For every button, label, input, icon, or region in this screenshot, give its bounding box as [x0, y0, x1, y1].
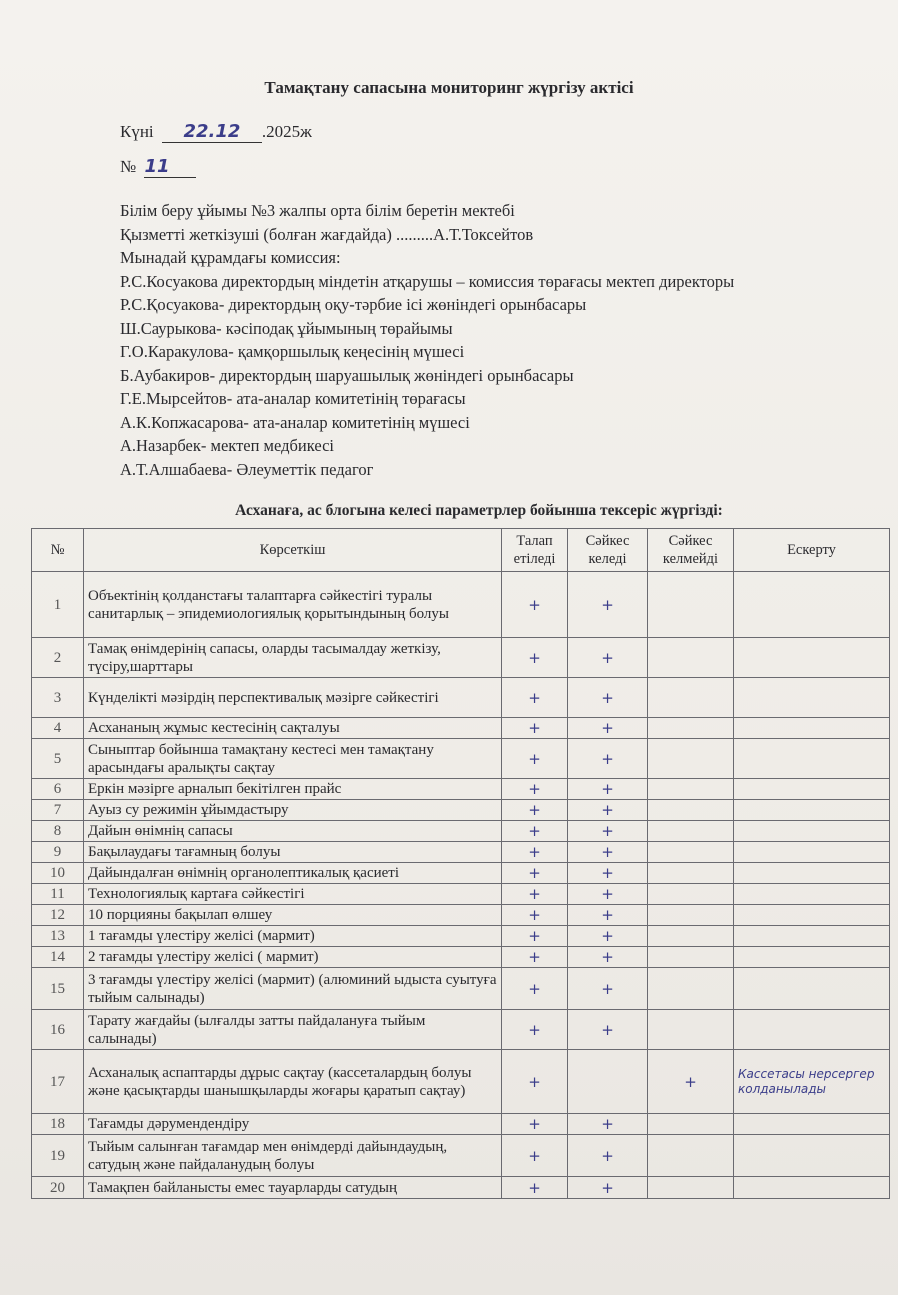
row-note [734, 638, 890, 678]
header-number: № [32, 529, 84, 572]
row-indicator: Асхананың жұмыс кестесінің сақталуы [84, 718, 502, 739]
info-line: А.К.Копжасарова- ата-аналар комитетінің мүшесі [120, 412, 470, 432]
row-number: 18 [32, 1114, 84, 1135]
row-compliant-mark [568, 1050, 648, 1114]
row-number: 19 [32, 1135, 84, 1177]
row-compliant-mark: + [568, 821, 648, 842]
table-row [32, 884, 890, 905]
info-line: Г.О.Каракулова- қамқоршылық кеңесінің мүшесі [120, 342, 465, 361]
row-required-mark: + [502, 905, 568, 926]
row-note [734, 905, 890, 926]
row-note [734, 947, 890, 968]
table-row [32, 678, 890, 718]
number-prefix: № [120, 157, 137, 176]
date-line [120, 121, 312, 143]
number-line [120, 156, 196, 178]
row-compliant-mark: + [568, 842, 648, 863]
row-noncompliant-mark [648, 678, 734, 718]
row-indicator: Күнделікті мәзірдің перспективалық мәзірге сәйкестігі [84, 678, 502, 718]
row-compliant-mark: + [568, 718, 648, 739]
row-indicator: Асханалық аспаптарды дұрыс сақтау (кассеталардың болуы және қасықтарды шанышқыларды жоғары қаратып сақтау) [84, 1050, 502, 1114]
row-number: 3 [32, 678, 84, 718]
row-required-mark: + [502, 1050, 568, 1114]
row-note [734, 1177, 890, 1199]
row-note [734, 1010, 890, 1050]
row-indicator: Тағамды дәрумендендіру [84, 1114, 502, 1135]
row-required-mark: + [502, 947, 568, 968]
info-line: Р.С.Косуакова директордың міндетін атқарушы – комиссия төрағасы мектеп директоры [120, 271, 735, 291]
date-handwritten: 22.12 [162, 121, 262, 143]
row-required-mark: + [502, 718, 568, 739]
header-required: Талап етіледі [502, 529, 568, 572]
row-compliant-mark: + [568, 926, 648, 947]
row-number: 6 [32, 779, 84, 800]
row-indicator: Бақылаудағы тағамның болуы [84, 842, 502, 863]
row-required-mark: + [502, 572, 568, 638]
row-compliant-mark: + [568, 863, 648, 884]
row-required-mark: + [502, 1010, 568, 1050]
row-note [734, 821, 890, 842]
table-row [32, 718, 890, 739]
info-line: А.Т.Алшабаева- Әлеуметтік педагог [120, 459, 374, 479]
row-note [734, 1135, 890, 1177]
row-indicator: 10 порцияны бақылап өлшеу [84, 905, 502, 926]
row-noncompliant-mark [648, 1010, 734, 1050]
number-handwritten: 11 [144, 156, 196, 178]
row-number: 11 [32, 884, 84, 905]
row-number: 20 [32, 1177, 84, 1199]
row-required-mark: + [502, 1177, 568, 1199]
row-number: 16 [32, 1010, 84, 1050]
date-prefix: Күні [120, 122, 154, 141]
row-number: 5 [32, 739, 84, 779]
row-number: 12 [32, 905, 84, 926]
row-noncompliant-mark [648, 638, 734, 678]
row-indicator: Дайын өнімнің сапасы [84, 821, 502, 842]
row-indicator: Дайындалған өнімнің органолептикалық қасиеті [84, 863, 502, 884]
row-noncompliant-mark [648, 1177, 734, 1199]
row-number: 4 [32, 718, 84, 739]
row-noncompliant-mark [648, 842, 734, 863]
row-noncompliant-mark [648, 1114, 734, 1135]
table-row [32, 572, 890, 638]
table-row [32, 821, 890, 842]
header-note: Ескерту [734, 529, 890, 572]
row-note [734, 1114, 890, 1135]
row-number: 7 [32, 800, 84, 821]
table-row [32, 863, 890, 884]
table-row [32, 1050, 890, 1114]
row-noncompliant-mark [648, 905, 734, 926]
info-line: Р.С.Қосуакова- директордың оқу-тәрбие ісі жөніндегі орынбасары [120, 295, 587, 314]
row-compliant-mark: + [568, 1010, 648, 1050]
row-indicator: 3 тағамды үлестіру желісі (мармит) (алюминий ыдыста суытуға тыйым салынады) [84, 968, 502, 1010]
row-indicator: Тарату жағдайы (ылғалды затты пайдалануға тыйым салынады) [84, 1010, 502, 1050]
row-number: 1 [32, 572, 84, 638]
row-number: 8 [32, 821, 84, 842]
row-indicator: 1 тағамды үлестіру желісі (мармит) [84, 926, 502, 947]
row-number: 10 [32, 863, 84, 884]
table-row [32, 638, 890, 678]
row-note [734, 678, 890, 718]
row-indicator: Технологиялық картаға сәйкестігі [84, 884, 502, 905]
row-required-mark: + [502, 926, 568, 947]
row-required-mark: + [502, 863, 568, 884]
row-noncompliant-mark [648, 779, 734, 800]
row-noncompliant-mark [648, 926, 734, 947]
row-indicator: Ауыз су режимін ұйымдастыру [84, 800, 502, 821]
row-noncompliant-mark [648, 572, 734, 638]
info-line: А.Назарбек- мектеп медбикесі [120, 436, 334, 455]
row-indicator: Сыныптар бойынша тамақтану кестесі мен тамақтану арасындағы аралықты сақтау [84, 739, 502, 779]
row-note [734, 926, 890, 947]
row-compliant-mark: + [568, 1114, 648, 1135]
row-note [734, 884, 890, 905]
row-noncompliant-mark [648, 739, 734, 779]
row-indicator: Объектінің қолданстағы талаптарға сәйкестігі туралы санитарлық – эпидемиологиялық қорытындының болуы [84, 572, 502, 638]
row-required-mark: + [502, 821, 568, 842]
info-line: Г.Е.Мырсейтов- ата-аналар комитетінің төрағасы [120, 389, 466, 408]
info-line: Білім беру ұйымы №3 жалпы орта білім беретін мектебі [120, 201, 515, 220]
row-required-mark: + [502, 1114, 568, 1135]
row-compliant-mark: + [568, 947, 648, 968]
header-compliant: Сәйкес келеді [568, 529, 648, 572]
row-note [734, 800, 890, 821]
info-line: Б.Аубакиров- директордың шаруашылық жөніндегі орынбасары [120, 365, 574, 385]
row-number: 13 [32, 926, 84, 947]
info-line: Қызметті жеткізуші (болған жағдайда) .........А.Т.Токсейтов [120, 224, 534, 244]
row-required-mark: + [502, 739, 568, 779]
date-suffix: .2025ж [261, 122, 312, 141]
header-indicator: Көрсеткіш [84, 529, 502, 572]
row-compliant-mark: + [568, 739, 648, 779]
row-noncompliant-mark: + [648, 1050, 734, 1114]
row-compliant-mark: + [568, 905, 648, 926]
table-row [32, 1114, 890, 1135]
row-number: 9 [32, 842, 84, 863]
document-title: Тамақтану сапасына мониторинг жүргізу актісі [264, 78, 634, 97]
row-note [734, 863, 890, 884]
info-block [120, 199, 734, 481]
row-indicator: Тамақ өнімдерінің сапасы, оларды тасымалдау жеткізу, түсіру,шарттары [84, 638, 502, 678]
table-row [32, 947, 890, 968]
row-indicator: Тамақпен байланысты емес тауарларды сатудың [84, 1177, 502, 1199]
row-compliant-mark: + [568, 800, 648, 821]
info-line: Ш.Саурыкова- кәсіподақ ұйымының төрайымы [120, 318, 453, 338]
row-note [734, 739, 890, 779]
row-noncompliant-mark [648, 821, 734, 842]
table-row [32, 926, 890, 947]
row-note [734, 968, 890, 1010]
row-noncompliant-mark [648, 968, 734, 1010]
row-number: 17 [32, 1050, 84, 1114]
row-compliant-mark: + [568, 678, 648, 718]
table-row [32, 968, 890, 1010]
table-row [32, 779, 890, 800]
table-row [32, 1010, 890, 1050]
row-required-mark: + [502, 1135, 568, 1177]
row-note [734, 572, 890, 638]
table-row [32, 739, 890, 779]
row-note [734, 842, 890, 863]
row-compliant-mark: + [568, 1177, 648, 1199]
row-compliant-mark: + [568, 884, 648, 905]
table-row [32, 800, 890, 821]
table-row [32, 1177, 890, 1199]
row-noncompliant-mark [648, 1135, 734, 1177]
row-compliant-mark: + [568, 1135, 648, 1177]
row-note [734, 779, 890, 800]
row-indicator: Еркін мәзірге арналып бекітілген прайс [84, 779, 502, 800]
header-noncompliant: Сәйкес келмейді [648, 529, 734, 572]
row-note [734, 718, 890, 739]
row-noncompliant-mark [648, 718, 734, 739]
row-number: 2 [32, 638, 84, 678]
row-required-mark: + [502, 968, 568, 1010]
row-required-mark: + [502, 779, 568, 800]
table-subtitle: Асханаға, ас блогына келесі параметрлер бойынша тексеріс жүргізді: [235, 502, 723, 519]
row-note: Кассетасы нерсергер колданылады [734, 1050, 890, 1114]
row-compliant-mark: + [568, 638, 648, 678]
row-required-mark: + [502, 884, 568, 905]
row-indicator: Тыйым салынған тағамдар мен өнімдерді дайындаудың, сатудың және пайдаланудың болуы [84, 1135, 502, 1177]
row-required-mark: + [502, 842, 568, 863]
row-compliant-mark: + [568, 572, 648, 638]
row-number: 14 [32, 947, 84, 968]
info-line: Мынадай құрамдағы комиссия: [120, 248, 341, 267]
row-compliant-mark: + [568, 779, 648, 800]
table-row [32, 842, 890, 863]
row-required-mark: + [502, 678, 568, 718]
row-required-mark: + [502, 638, 568, 678]
table-header-row [32, 529, 890, 572]
row-number: 15 [32, 968, 84, 1010]
row-noncompliant-mark [648, 884, 734, 905]
row-compliant-mark: + [568, 968, 648, 1010]
row-indicator: 2 тағамды үлестіру желісі ( мармит) [84, 947, 502, 968]
row-required-mark: + [502, 800, 568, 821]
inspection-table [31, 528, 890, 1199]
table-row [32, 905, 890, 926]
row-noncompliant-mark [648, 947, 734, 968]
table-row [32, 1135, 890, 1177]
row-noncompliant-mark [648, 800, 734, 821]
row-noncompliant-mark [648, 863, 734, 884]
